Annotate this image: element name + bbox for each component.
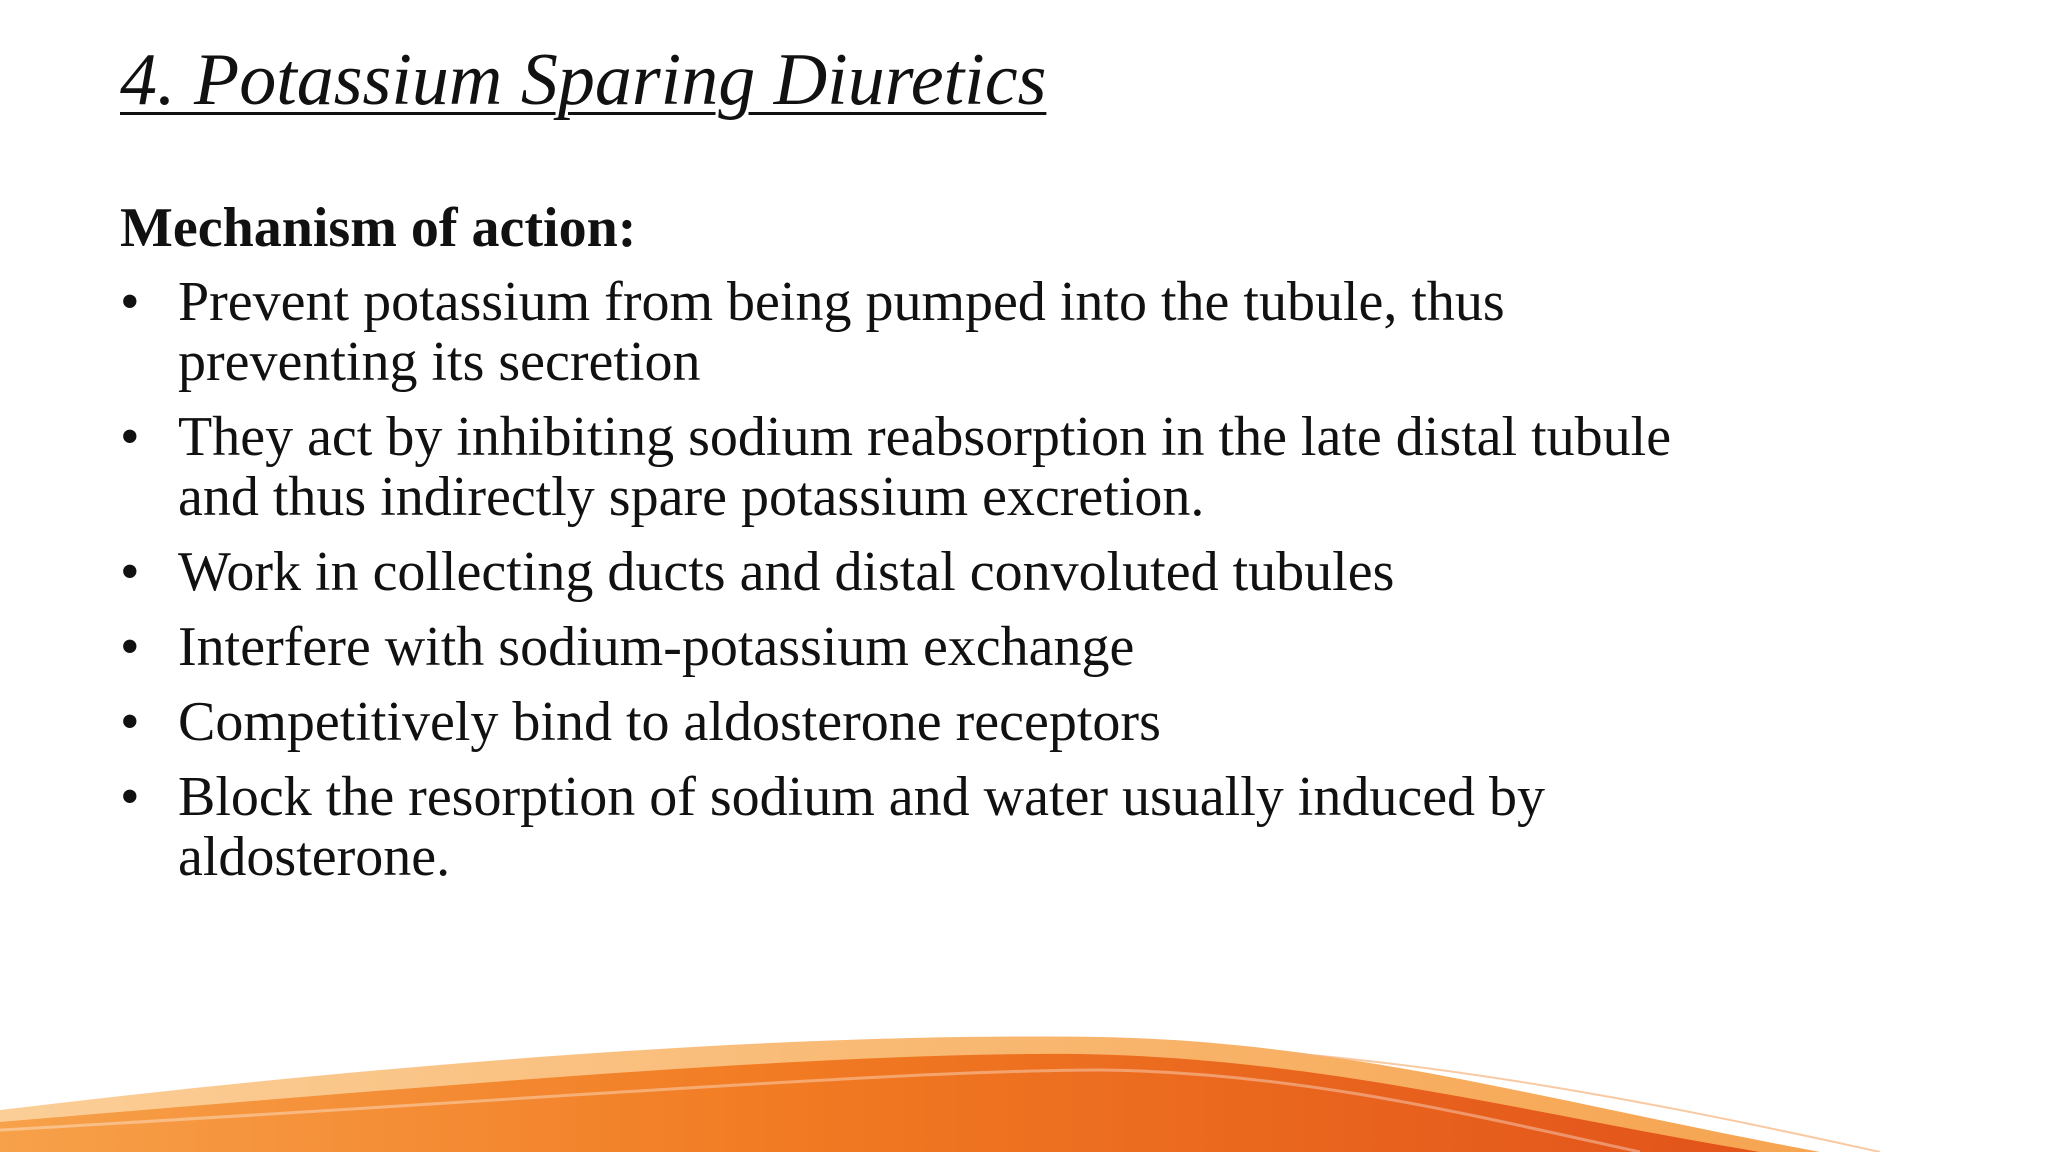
bullet-item bbox=[120, 692, 1740, 752]
bullet-item bbox=[120, 617, 1740, 677]
bullet-glyph: • bbox=[120, 616, 140, 678]
bullet-glyph: • bbox=[120, 406, 140, 468]
bullet-text: Interfere with sodium-potassium exchange bbox=[178, 616, 1135, 678]
bullet-item bbox=[120, 272, 1740, 392]
bullet-glyph: • bbox=[120, 766, 140, 828]
bullet-item bbox=[120, 407, 1740, 527]
section-heading: Mechanism of action: bbox=[120, 197, 637, 259]
bullet-item bbox=[120, 542, 1740, 602]
bullet-text: Block the resorption of sodium and water usually induced by aldosterone. bbox=[178, 766, 1546, 888]
bullet-glyph: • bbox=[120, 691, 140, 753]
bullet-text: Work in collecting ducts and distal convoluted tubules bbox=[178, 541, 1395, 603]
bullet-list bbox=[120, 272, 1740, 902]
slide-title: 4. Potassium Sparing Diuretics bbox=[120, 39, 1047, 121]
bullet-text: They act by inhibiting sodium reabsorption in the late distal tubule and thus indirectly spare potassium excretion. bbox=[178, 406, 1672, 528]
decorative-wave bbox=[0, 992, 2048, 1152]
bullet-item bbox=[120, 767, 1740, 887]
bullet-glyph: • bbox=[120, 271, 140, 333]
bullet-text: Prevent potassium from being pumped into the tubule, thus preventing its secretion bbox=[178, 271, 1505, 393]
bullet-glyph: • bbox=[120, 541, 140, 603]
bullet-text: Competitively bind to aldosterone receptors bbox=[178, 691, 1161, 753]
